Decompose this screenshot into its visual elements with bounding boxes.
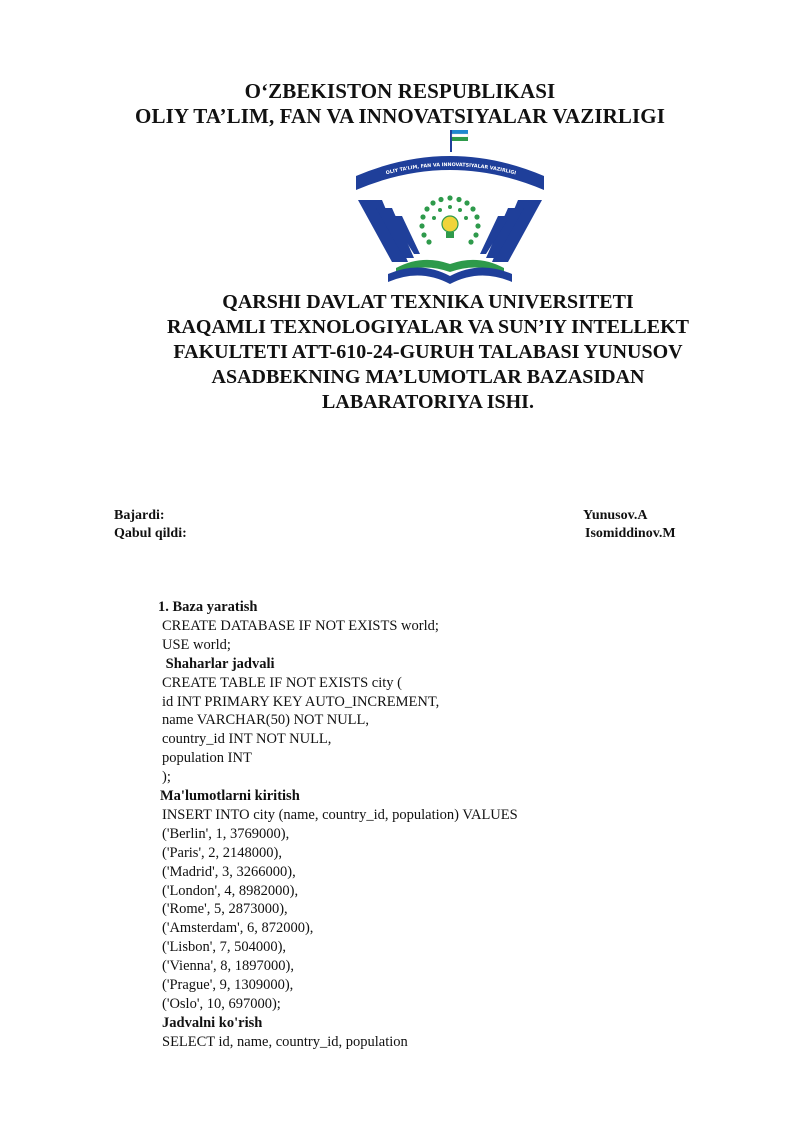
- sql-code-line: ('Oslo', 10, 697000);: [162, 995, 281, 1012]
- title-line-4: ASADBEKNING MA’LUMOTLAR BAZASIDAN: [211, 366, 645, 388]
- sql-code-line: SELECT id, name, country_id, population: [162, 1033, 408, 1050]
- sql-code-line: CREATE TABLE IF NOT EXISTS city (: [162, 674, 402, 691]
- ministry-country-line: O‘ZBEKISTON RESPUBLIKASI: [244, 79, 556, 103]
- title-line-5: LABARATORIYA ISHI.: [322, 391, 534, 413]
- sql-code-line: id INT PRIMARY KEY AUTO_INCREMENT,: [162, 693, 440, 710]
- sql-code-line: ('Prague', 9, 1309000),: [162, 977, 294, 993]
- light-bulb-icon: [442, 216, 458, 232]
- sql-code-line: ('Paris', 2, 2148000),: [162, 844, 283, 861]
- title-line-3: FAKULTETI ATT-610-24-GURUH TALABASI YUNUSOV: [173, 341, 683, 363]
- flag-stripe-green: [452, 137, 468, 141]
- sql-code-line: ('Rome', 5, 2873000),: [162, 901, 288, 918]
- bulb-base: [446, 232, 454, 238]
- ministry-name-line: OLIY TA’LIM, FAN VA INNOVATSIYALAR VAZIRLIGI: [135, 104, 665, 128]
- accepted-by-label: Qabul qildi:: [114, 526, 187, 541]
- sql-code-line: INSERT INTO city (name, country_id, population) VALUES: [162, 806, 518, 823]
- sql-code-line: );: [162, 769, 171, 786]
- sql-code-line: ('Vienna', 8, 1897000),: [162, 958, 295, 975]
- accepted-by-value: Isomiddinov.M: [585, 526, 676, 541]
- sql-code-line: country_id INT NOT NULL,: [162, 731, 332, 748]
- section-heading: 1. Baza yaratish: [158, 599, 258, 615]
- sql-code-line: ('London', 4, 8982000),: [162, 882, 299, 899]
- sql-code-line: CREATE DATABASE IF NOT EXISTS world;: [162, 617, 439, 634]
- sql-code-line: name VARCHAR(50) NOT NULL,: [162, 712, 370, 729]
- sql-code-line: population INT: [162, 750, 252, 767]
- sql-code-line: ('Amsterdam', 6, 872000),: [162, 920, 314, 937]
- emblem-arc-text-2: OLIY TA’LIM, FAN VA INNOVATSIYALAR VAZIRLIGI: [385, 162, 517, 177]
- section-heading: Jadvalni ko'rish: [162, 1014, 263, 1031]
- flag-stripe-blue: [452, 130, 468, 134]
- flag-stripe-white: [452, 134, 468, 137]
- sql-code-line: ('Madrid', 3, 3266000),: [162, 863, 296, 880]
- done-by-value: Yunusov.A: [583, 508, 648, 523]
- sql-code-line: USE world;: [162, 636, 231, 653]
- section-heading: Ma'lumotlarni kiritish: [160, 788, 300, 804]
- ministry-emblem-logo: [352, 128, 548, 286]
- title-line-1: QARSHI DAVLAT TEXNIKA UNIVERSITETI: [222, 291, 634, 313]
- emblem-arc-text-1: O‘ZBEKISTON RESPUBLIKASI: [409, 150, 495, 162]
- sql-code-line: ('Berlin', 1, 3769000),: [162, 825, 290, 842]
- done-by-label: Bajardi:: [114, 508, 165, 523]
- title-line-2: RAQAMLI TEXNOLOGIYALAR VA SUN’IY INTELLEKT: [167, 316, 689, 338]
- sql-code-line: ('Lisbon', 7, 504000),: [162, 939, 287, 956]
- section-heading: Shaharlar jadvali: [162, 655, 275, 672]
